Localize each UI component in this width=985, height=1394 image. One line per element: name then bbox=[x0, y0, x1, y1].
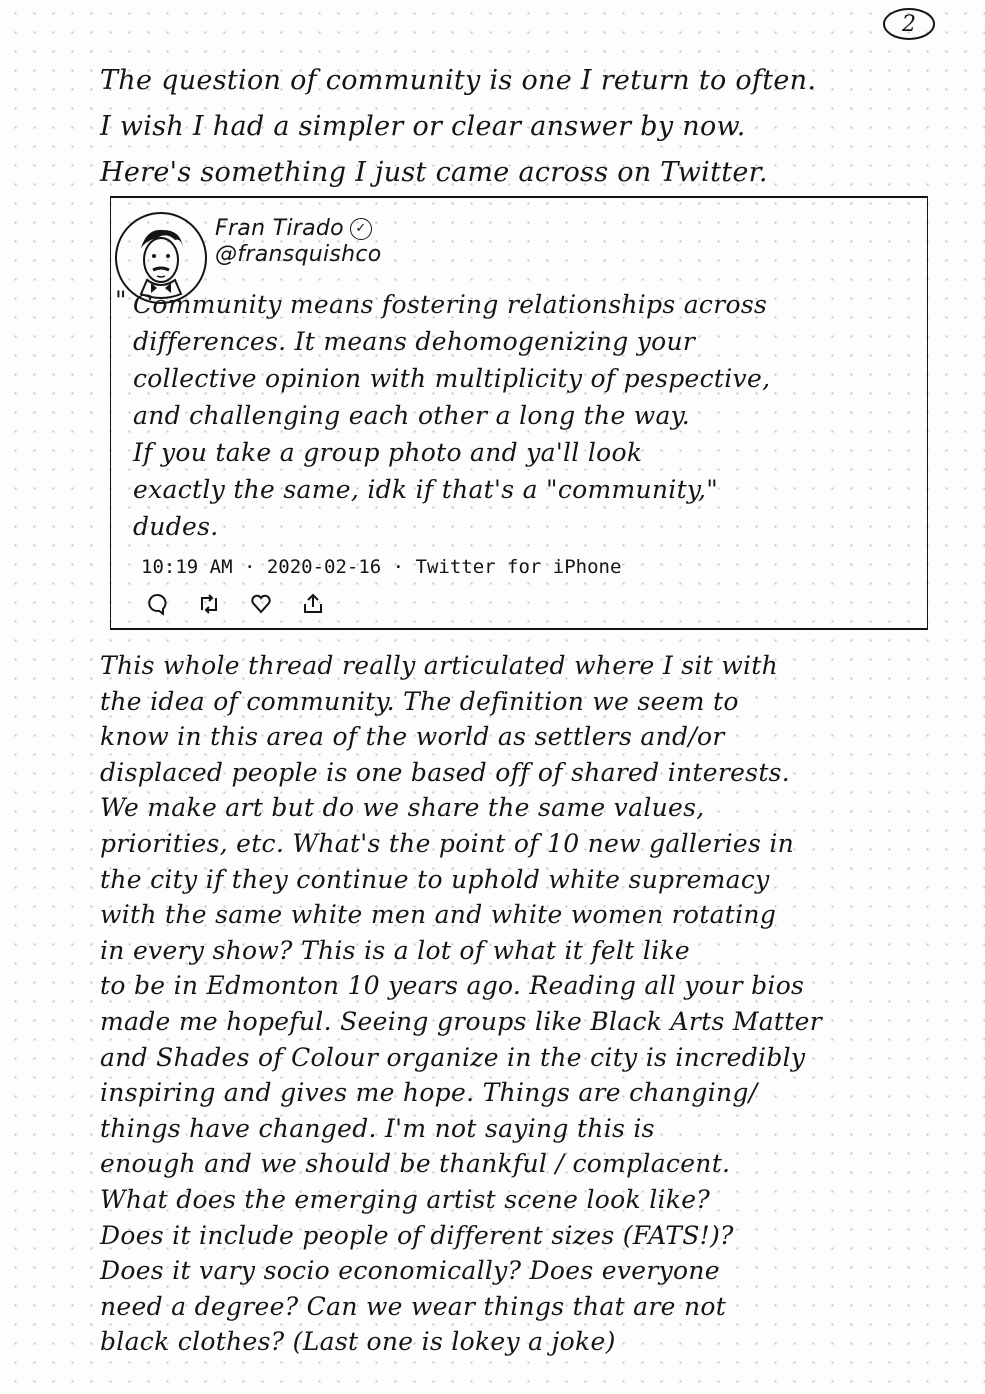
body-line: What does the emerging artist scene look like? bbox=[100, 1184, 711, 1214]
tweet-line: Community means fostering relationships across bbox=[133, 290, 768, 319]
body-line: things have changed. I'm not saying this is bbox=[100, 1113, 655, 1143]
verified-check-icon: ✓ bbox=[350, 218, 372, 240]
retweet-icon[interactable] bbox=[197, 592, 221, 616]
intro-line: The question of community is one I return to often. bbox=[100, 65, 817, 96]
tweet-actions bbox=[145, 592, 325, 616]
body-line: This whole thread really articulated where I sit with bbox=[100, 651, 779, 680]
tweet-line: collective opinion with multiplicity of pespective, bbox=[133, 364, 771, 393]
body-line: displaced people is one based off of shared interests. bbox=[100, 757, 791, 787]
body-line: in every show? This is a lot of what it felt like bbox=[100, 935, 691, 965]
body-line: enough and we should be thankful / complacent. bbox=[100, 1149, 731, 1179]
intro-paragraph bbox=[100, 58, 900, 196]
open-quote-mark: " bbox=[115, 286, 127, 315]
tweet-line: and challenging each other a long the way. bbox=[133, 401, 691, 430]
body-line: We make art but do we share the same values, bbox=[100, 793, 705, 823]
body-line: inspiring and gives me hope. Things are changing/ bbox=[100, 1078, 758, 1108]
page-number: 2 bbox=[883, 8, 935, 40]
body-line: made me hopeful. Seeing groups like Black Arts Matter bbox=[100, 1006, 822, 1036]
author-handle[interactable]: @fransquishco bbox=[215, 242, 382, 267]
body-line: to be in Edmonton 10 years ago. Reading all your bios bbox=[100, 971, 805, 1001]
like-icon[interactable] bbox=[249, 592, 273, 616]
tweet-line: differences. It means dehomogenizing your bbox=[133, 327, 696, 356]
body-line: with the same white men and white women rotating bbox=[100, 900, 777, 930]
intro-line: Here's something I just came across on Twitter. bbox=[100, 157, 768, 188]
body-line: the idea of community. The definition we seem to bbox=[100, 686, 739, 716]
body-line: priorities, etc. What's the point of 10 new galleries in bbox=[100, 828, 795, 858]
body-line: Does it vary socio economically? Does everyone bbox=[100, 1256, 720, 1286]
body-line: know in this area of the world as settlers and/or bbox=[100, 722, 725, 752]
reply-icon[interactable] bbox=[145, 592, 169, 616]
body-line: and Shades of Colour organize in the city is incredibly bbox=[100, 1042, 806, 1072]
body-paragraph bbox=[100, 648, 900, 1360]
tweet-text bbox=[115, 286, 915, 545]
author-name-row bbox=[215, 216, 372, 241]
body-line: black clothes? (Last one is lokey a joke) bbox=[100, 1327, 616, 1357]
tweet-meta: 10:19 AM · 2020-02-16 · Twitter for iPhone bbox=[141, 556, 622, 578]
tweet-line: dudes. bbox=[133, 512, 219, 541]
share-icon[interactable] bbox=[301, 592, 325, 616]
tweet-line: If you take a group photo and ya'll look bbox=[133, 438, 643, 467]
intro-line: I wish I had a simpler or clear answer by now. bbox=[100, 111, 746, 142]
tweet-line: exactly the same, idk if that's a "community," bbox=[133, 475, 719, 504]
body-line: need a degree? Can we wear things that are not bbox=[100, 1291, 727, 1321]
author-name[interactable]: Fran Tirado bbox=[215, 216, 344, 241]
body-line: the city if they continue to uphold white supremacy bbox=[100, 864, 770, 894]
body-line: Does it include people of different sizes (FATS!)? bbox=[100, 1220, 734, 1250]
tweet-card bbox=[110, 196, 928, 630]
